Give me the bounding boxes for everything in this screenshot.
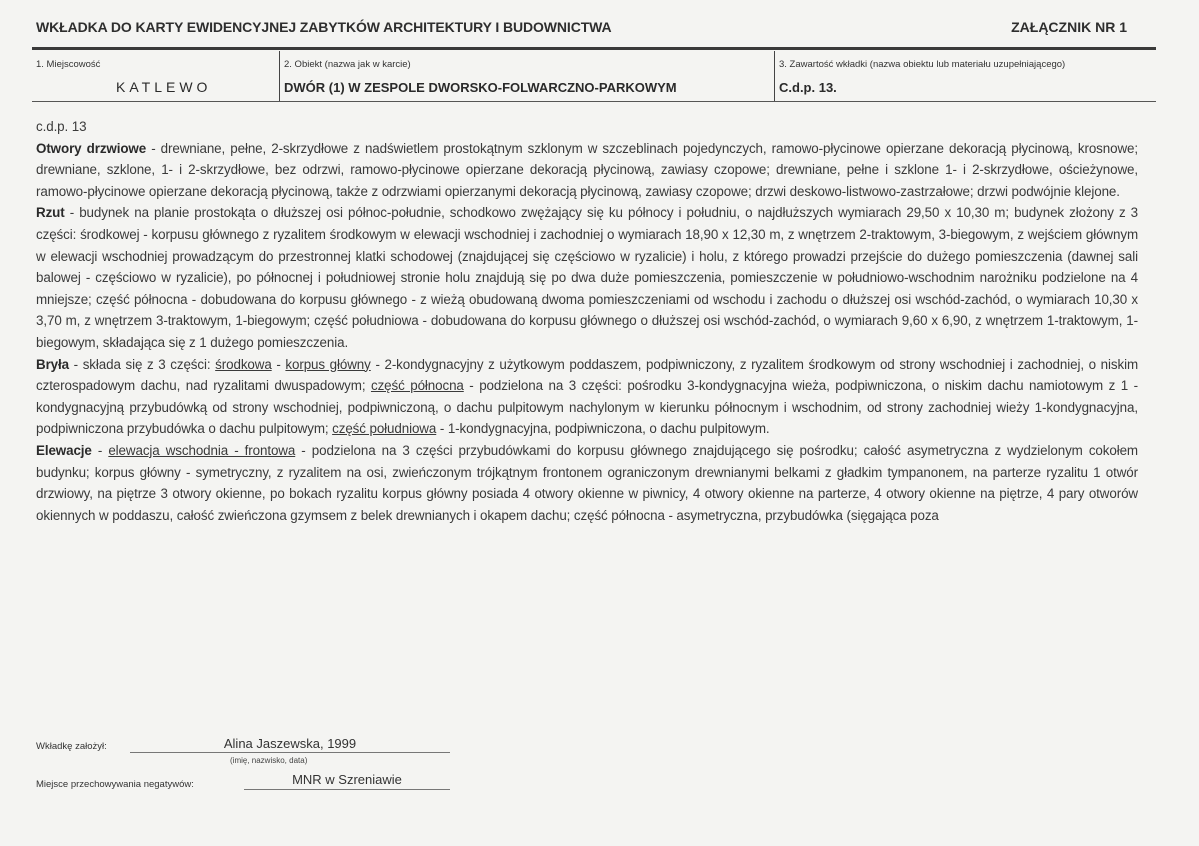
storage-label: Miejsce przechowywania negatywów: (36, 779, 194, 790)
document-title: WKŁADKA DO KARTY EWIDENCYJNEJ ZABYTKÓW ARCHITEKTURY I BUDOWNICTWA (36, 19, 612, 35)
author-hint: (imię, nazwisko, data) (230, 756, 308, 765)
annex-number: ZAŁĄCZNIK NR 1 (1011, 19, 1127, 35)
locality-label: 1. Miejscowość (36, 59, 101, 70)
fields-bottom-rule (32, 101, 1156, 102)
text-massing-e: - 1-kondygnacyjna, podpiwniczona, o dachu pulpitowym. (436, 421, 770, 437)
paragraph-plan (36, 202, 1138, 353)
heading-doors: Otwory drzwiowe (36, 140, 147, 156)
content-value: C.d.p. 13. (779, 80, 837, 95)
paragraph-doors (36, 138, 1138, 203)
content-label: 3. Zawartość wkładki (nazwa obiektu lub materiału uzupełniającego) (779, 59, 1066, 70)
author-label: Wkładkę założył: (36, 741, 107, 752)
underlined-north-part: część północna (370, 378, 464, 394)
object-label: 2. Obiekt (nazwa jak w karcie) (284, 59, 411, 70)
text-massing-b: - (271, 356, 286, 372)
storage-value: MNR w Szreniawie (292, 772, 402, 787)
object-value: DWÓR (1) W ZESPOLE DWORSKO-FOLWARCZNO-PARKOWYM (284, 80, 677, 95)
underlined-main-body: korpus główny (285, 356, 371, 372)
heading-elevations: Elewacje (36, 442, 92, 458)
underlined-south-part: część południowa (332, 421, 437, 437)
paragraph-massing (36, 354, 1138, 440)
heading-massing: Bryła (36, 356, 69, 372)
locality-value: KATLEWO (116, 79, 212, 95)
text-massing-c: - 2-kondygnacyjny z użytkowym poddaszem, podpiwniczony, z ryzalitem środkowym od strony wschodniej i zachodniej, o niskim czterospadowym dachu, nad ryzalitami dwuspadowym; (36, 356, 1139, 394)
text-plan: - budynek na planie prostokąta o dłuższej osi północ-południe, schodkowo zwężający się ku północy i południu, o najdłuższych wymiarach 29,50 x 10,30 m; budynek złożony z 3 części: środkowej - korpusu głównego z ryzalitem środkowym w elewacji wschodniej i zachodniej o wymiarach 18,90 x 12,30 m, z wnętrzem 2-traktowym, 3-biegowym, z wejściem głównym w elewacji wschodniej prowadzącym do przestronnej klatki schodowej (znajdującej się częściowo w ryzalicie) i holu, z którego prowadzi przejście do dużego pomieszczenia (dawnej sali balowej - częściowo w ryzalicie), po północnej i południowej stronie holu znajdują się po dwa duże pomieszczenia, pomieszczenie w południowo-wschodnim narożniku podzielone na 4 mniejsze; część północna - dobudowana do korpusu głównego - z wieżą obudowaną dwoma pomieszczeniami od wschodu i zachodu o dłuższej osi wschód-zachód, o wymiarach 10,30 x 3,70 m, z wnętrzem 3-traktowym, 1-biegowym; część południowa - dobudowana do korpusu głównego o dłuższej osi wschód-zachód, o wymiarach 9,60 x 6,90, z wnętrzem 1-traktowym, 1-biegowym, składająca się z 1 dużego pomieszczenia. (36, 205, 1138, 350)
text-elevations-a: - (91, 442, 109, 458)
underlined-middle: środkowa (215, 356, 272, 372)
field-divider-2 (774, 51, 775, 101)
header-rule (32, 47, 1156, 50)
storage-underline (244, 789, 450, 790)
field-divider-1 (279, 51, 280, 101)
text-doors: - drewniane, pełne, 2-skrzydłowe z nadświetlem prostokątnym szklonym w szczeblinach pojedynczych, ramowo-płycinowe opierzane dekoracją płycinową, krosnowe; drewniane, szklone, 1- i 2-skrzydłowe, bez odrzwi, ramowo-płycinowe opierzane dekoracją płycinową, zawiasy czopowe; drewniane, pełne i szklone 1- i 2-skrzydłowe, ościeżynowe, ramowo-płycinowe opierzane dekoracją płycinową, także z odrzwiami opierzanymi dekoracją płycinową, zawiasy czopowe; drzwi deskowo-listwowo-zastrzałowe; drzwi podwójnie klejone. (36, 140, 1138, 199)
underlined-east-elevation: elewacja wschodnia - frontowa (108, 442, 296, 458)
author-underline (130, 752, 450, 753)
intro-line: c.d.p. 13 (36, 119, 87, 134)
heading-plan: Rzut (36, 205, 65, 221)
text-elevations-b: - podzielona na 3 części przybudówkami do korpusu głównego znajdującego się pośrodku; całość asymetryczna z wydzielonym cokołem budynku; korpus główny - symetryczny, z ryzalitem na osi, zwieńczonym trójkątnym frontonem ograniczonym drewnianymi belkami z gładkim tympanonem, na parterze ryzalitu 1 otwór drzwiowy, na piętrze 3 otwory okienne, po bokach ryzalitu korpus główny posiada 4 otwory okienne w piwnicy, 4 otwory okienne na parterze, 4 otwory okienne na piętrze, 4 pary otworów okiennych w poddaszu, całość zwieńczona gzymsem z belek drewnianych i okapem dachu; część północna - asymetryczna, przybudówka (sięgająca poza (36, 442, 1138, 523)
paragraph-elevations (36, 440, 1138, 526)
author-value: Alina Jaszewska, 1999 (223, 736, 357, 751)
text-massing-d: - podzielona na 3 części: pośrodku 3-kondygnacyjna wieża, podpiwniczona, o niskim dachu namiotowym z 1 -kondygnacyjną przybudówką od strony wschodniej, podpiwniczoną, o dachu pulpitowym nachylonym w kierunku północnym i wschodnim, od strony zachodniej wieży 1-kondygnacyjna, podpiwniczona przybudówka o dachu pulpitowym; (36, 378, 1138, 437)
description-body (36, 116, 1138, 526)
text-massing-a: - składa się z 3 części: (69, 356, 216, 372)
